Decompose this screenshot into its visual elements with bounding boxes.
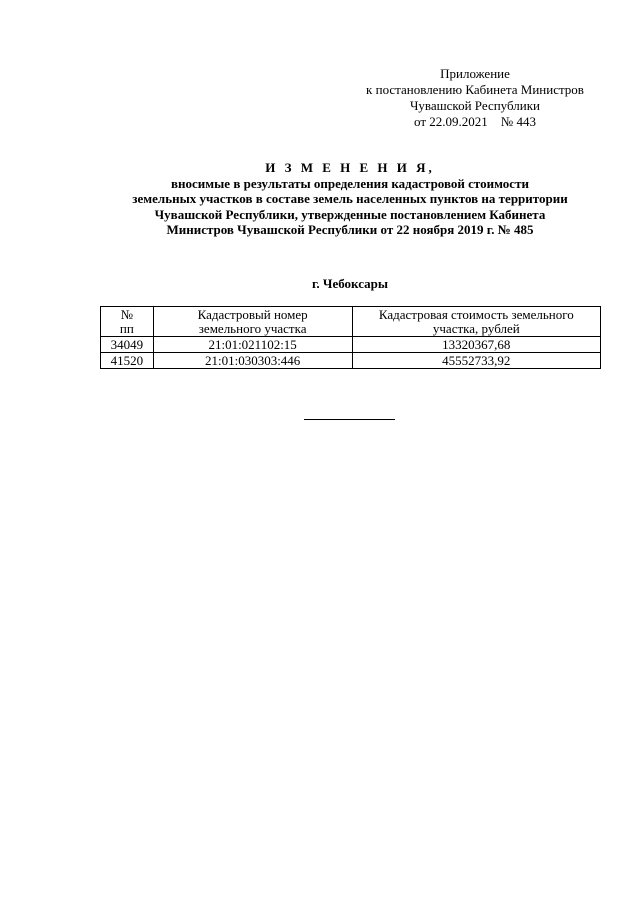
heading-line-1: вносимые в результаты определения кадастровой стоимости: [171, 175, 529, 191]
row-cadastral-value: 13320367,68: [352, 337, 600, 353]
heading-line-4: Министров Чувашской Республики от 22 ноября 2019 г. № 485: [166, 222, 534, 237]
appendix-date-number: от 22.09.2021 № 443: [414, 114, 536, 129]
end-divider-line: [304, 419, 395, 420]
heading-title: И З М Е Н Е Н И Я,: [265, 160, 435, 175]
row-cadastral-number: 21:01:021102:15: [153, 337, 352, 353]
header-cadastral-value-line-2: участка, рублей: [432, 320, 520, 336]
row-cadastral-number: 21:01:030303:446: [153, 353, 352, 369]
appendix-reference: к постановлению Кабинета Министров: [366, 82, 584, 97]
table-header-row: [101, 307, 601, 337]
header-cadastral-number-line-2: земельного участка: [198, 320, 307, 336]
table-row: [101, 337, 601, 353]
row-cadastral-value: 45552733,92: [352, 353, 600, 369]
row-number: 41520: [101, 353, 154, 369]
header-cadastral-value-line-1: Кадастровая стоимость земельного: [378, 306, 574, 322]
header-cadastral-number: [153, 307, 352, 337]
cadastral-table: [100, 306, 601, 369]
header-number-line-2: пп: [119, 320, 134, 336]
header-number-line-1: №: [120, 306, 134, 322]
row-number: 34049: [101, 337, 154, 353]
appendix-republic: Чувашской Республики: [409, 98, 541, 113]
appendix-block: [340, 66, 610, 130]
document-heading: [90, 160, 610, 238]
header-number: [101, 307, 154, 337]
header-cadastral-value: [352, 307, 600, 337]
heading-line-3: Чувашской Республики, утвержденные постановлением Кабинета: [154, 206, 546, 222]
heading-line-2: земельных участков в составе земель населенных пунктов на территории: [132, 191, 568, 206]
header-cadastral-number-line-1: Кадастровый номер: [197, 306, 308, 322]
appendix-title: Приложение: [440, 66, 510, 81]
city-name: г. Чебоксары: [311, 276, 389, 291]
table-row: [101, 353, 601, 369]
